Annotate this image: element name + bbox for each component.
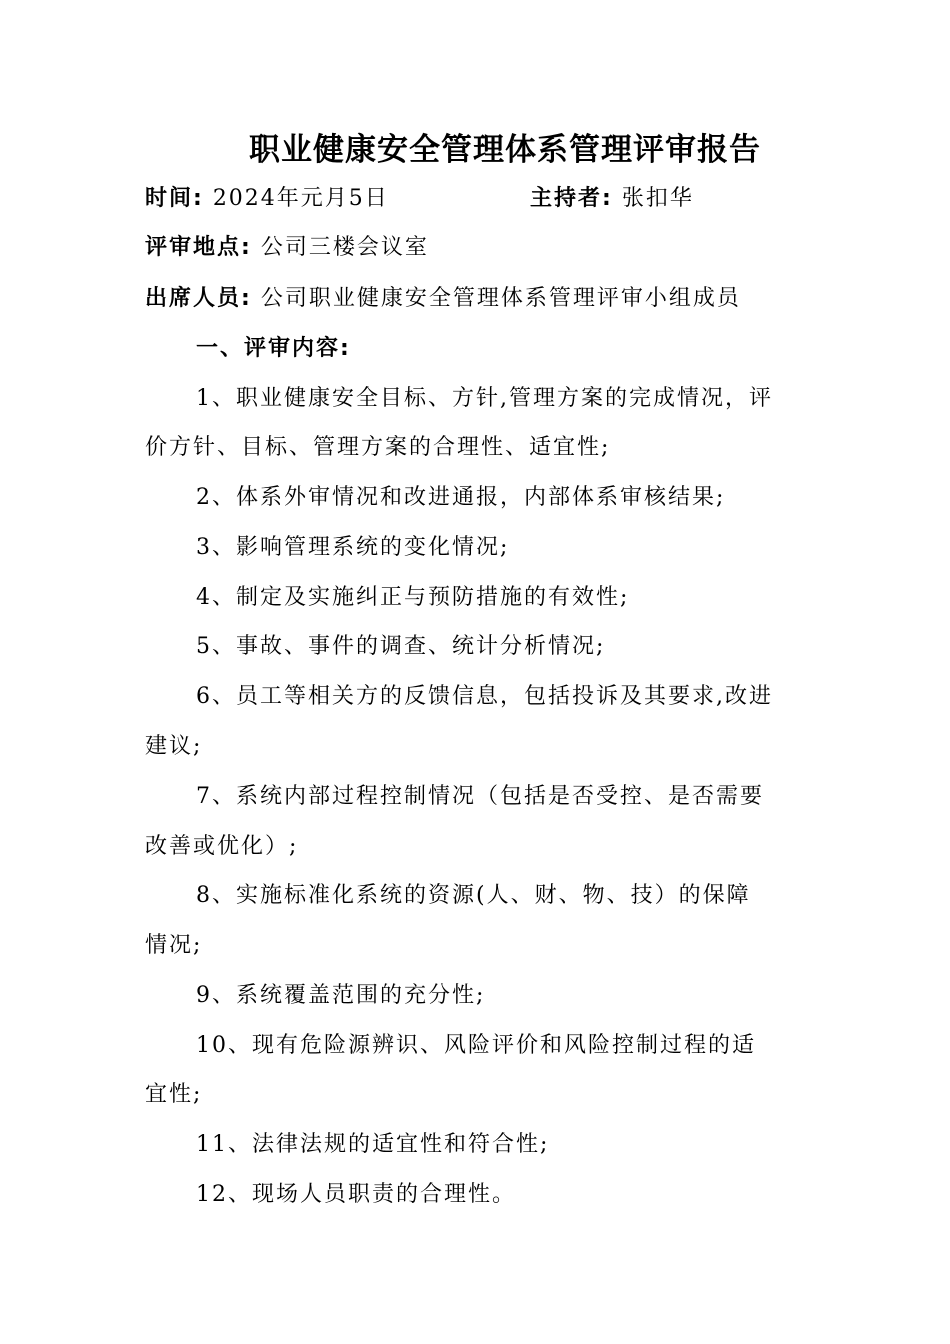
location-value: 公司三楼会议室 [260,235,429,260]
review-item-line: 价方针、目标、管理方案的合理性、适宜性; [145,435,611,460]
review-item-line: 10、现有危险源辨识、风险评价和风险控制过程的适 [196,1033,756,1058]
host-label: 主持者: [530,186,613,211]
review-item-line: 9、系统覆盖范围的充分性; [196,983,486,1008]
review-item-line: 改善或优化）; [145,834,299,859]
host-value: 张扣华 [621,186,694,211]
review-item-line: 12、现场人员职责的合理性。 [196,1182,516,1207]
review-item-line: 7、系统内部过程控制情况（包括是否受控、是否需要 [196,784,764,809]
attendees-line [145,284,741,314]
location-line [145,233,429,263]
time-label: 时间: [145,186,204,211]
attendees-label: 出席人员: [145,286,252,311]
review-item-line: 2、体系外审情况和改进通报，内部体系审核结果; [196,485,726,510]
review-item-line: 情况; [145,933,203,958]
review-item-line: 5、事故、事件的调查、统计分析情况; [196,634,606,659]
review-item-line: 11、法律法规的适宜性和符合性; [196,1132,550,1157]
host-line [530,184,694,214]
time-line [145,184,389,214]
review-item-line: 建议; [145,734,203,759]
review-item-line: 6、员工等相关方的反馈信息，包括投诉及其要求,改进 [196,684,773,709]
section-heading: 一、评审内容: [196,336,351,361]
attendees-value: 公司职业健康安全管理体系管理评审小组成员 [260,286,741,311]
review-item-line: 宜性; [145,1082,203,1107]
review-item-line: 8、实施标准化系统的资源(人、财、物、技）的保障 [196,883,751,908]
review-item-line: 1、职业健康安全目标、方针,管理方案的完成情况，评 [196,386,773,411]
review-item-line: 3、影响管理系统的变化情况; [196,535,510,560]
review-item-line: 4、制定及实施纠正与预防措施的有效性; [196,585,630,610]
time-value: 2024年元月5日 [212,186,389,211]
location-label: 评审地点: [145,235,252,260]
document-title: 职业健康安全管理体系管理评审报告 [249,132,761,168]
